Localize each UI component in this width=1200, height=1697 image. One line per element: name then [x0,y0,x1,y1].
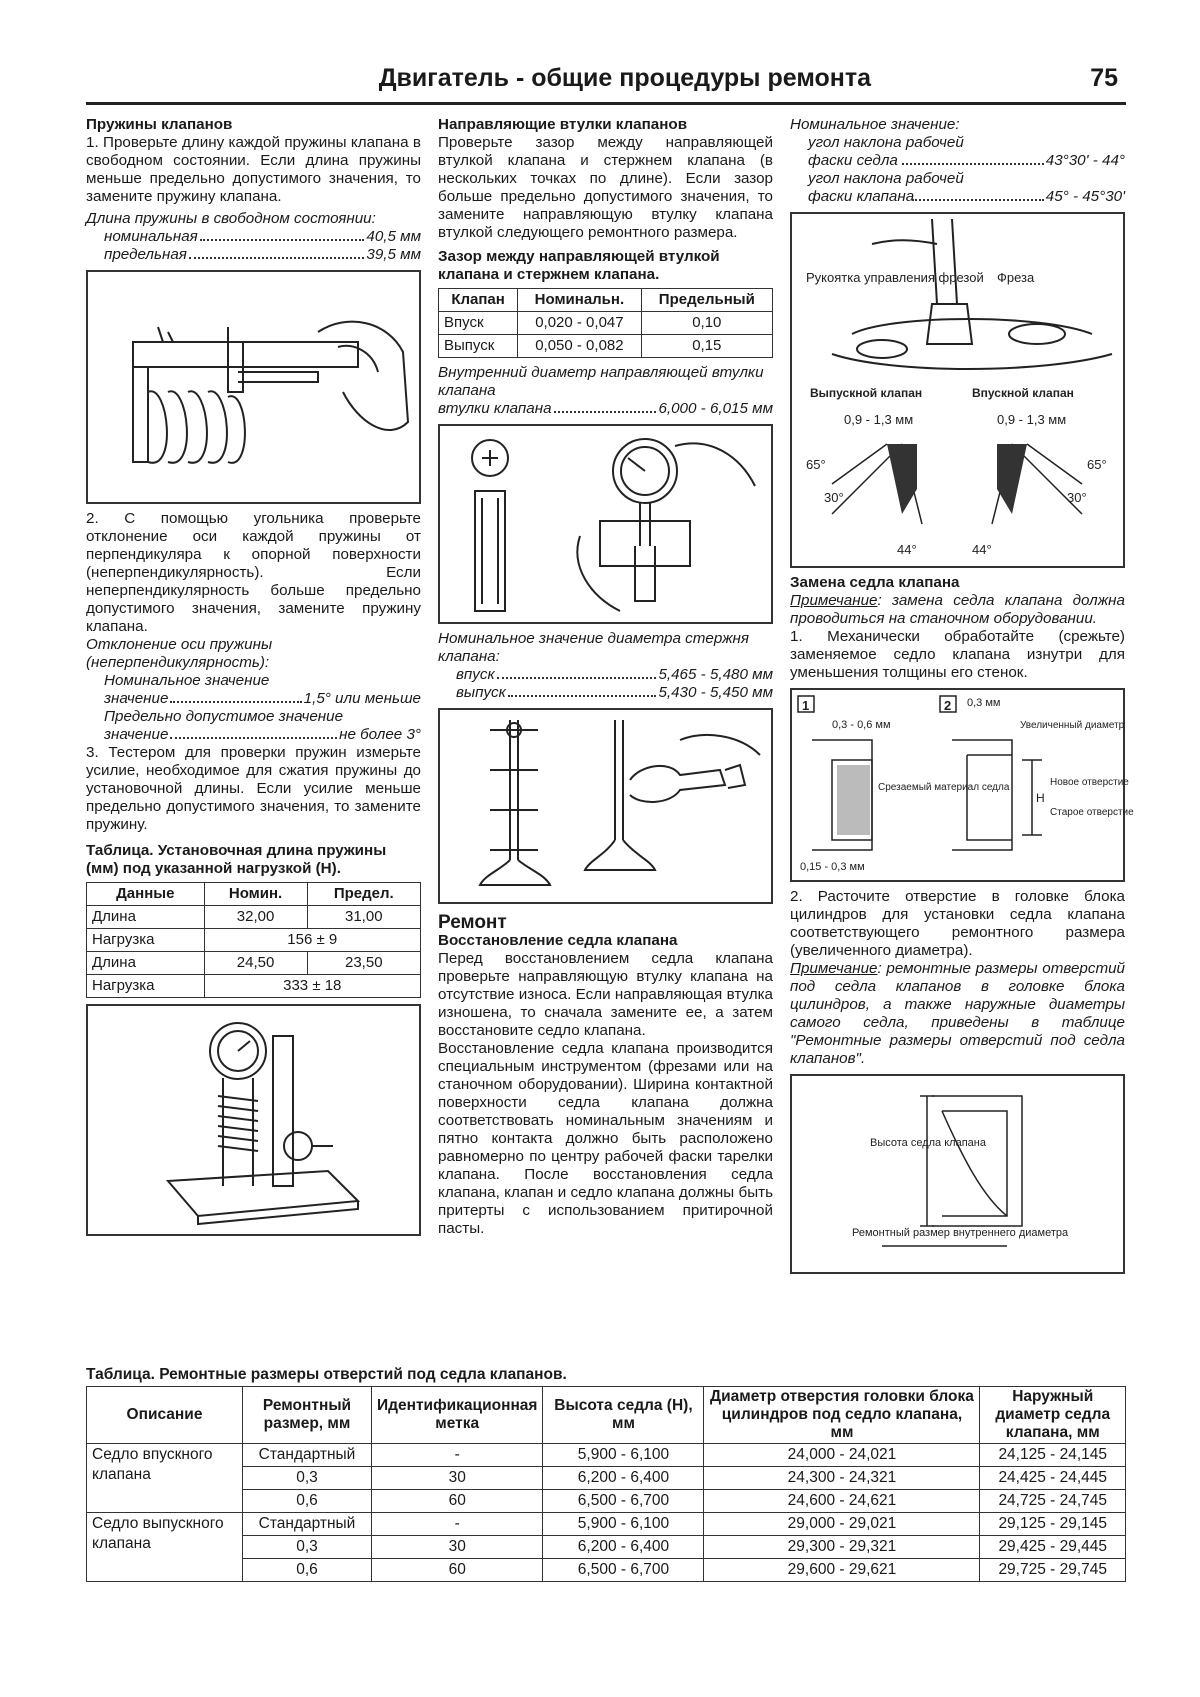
guides-paragraph: Проверьте зазор между направляющей втулкой клапана и стержнем клапана (в нескольких точках по длине). Если зазор больше предельно допустимого значения, то замените направляющую втулку клапана втулкой следующего ремонтного размера. [438,134,773,241]
repair-heading: Ремонт [438,912,507,933]
spring-table [86,882,421,998]
table-row: 0,6 60 6,500 - 6,700 24,600 - 24,621 24,725 - 24,745 [87,1490,1126,1513]
fig2-old-label: Старое отверстие [1050,807,1134,818]
caliper-illustration [88,272,419,498]
spring-table-header: Номин. [204,883,307,906]
fig-angle-30-right: 30° [1067,490,1087,505]
seat-repair-caption: Таблица. Ремонтные размеры отверстий под седла клапанов. [86,1366,567,1383]
fig3-repair-label: Ремонтный размер внутреннего диаметра [852,1227,1069,1239]
angle-nominal-label: Номинальное значение: [790,116,960,133]
spec-stem-exhaust: выпуск 5,430 - 5,450 мм [456,684,773,701]
seat-table-header: Описание [87,1387,243,1444]
fig2-new-label: Новое отверстие [1050,777,1129,788]
seat-cutter-figure [790,212,1125,568]
table-row: Впуск 0,020 - 0,047 0,10 [439,312,773,335]
column-3 [790,116,1134,1280]
spring-table-caption: Таблица. Установочная длина пружины (мм) под указанной нагрузкой (Н). [86,842,387,877]
fig-handle-label: Рукоятка управления фрезой [806,270,984,285]
spec-nominal-deviation: значение 1,5° или меньше [104,690,421,707]
springs-heading: Пружины клапанов [86,116,233,133]
table-row: Седло впускного клапана Стандартный - 5,900 - 6,100 24,000 - 24,021 24,125 - 24,145 [87,1444,1126,1467]
restore-paragraph-2: Восстановление седла клапана производится специальным инструментом (фрезами или на станочном оборудовании). Ширина контактной поверхности седла клапана должна соответствовать номинальным значениям и пятно контакта должно быть расположено равномерно по центру рабочей фаски тарелки клапана. После восстановления седла клапана, клапан и седло клапана должны быть притерты с использованием притирочной пасты. [438,1040,773,1237]
fig-cutter-label: Фреза [997,270,1035,285]
table-row: Длина 24,50 23,50 [87,952,421,975]
replace-heading: Замена седла клапана [790,574,960,591]
nominal-value-label: Номинальное значение [104,672,270,689]
replace-note-2: Примечание: ремонтные размеры отверстий под седла клапанов в головке блока цилиндров, а также наружные диаметры самого седла, приведены в таблице "Ремонтные размеры отверстий под седла клапанов". [790,960,1125,1067]
deviation-label: Отклонение оси пружины (неперпендикулярность): [86,636,273,671]
fig2-number-1: 1 [802,698,810,713]
table-row: Седло выпускного клапана Стандартный - 5,900 - 6,100 29,000 - 29,021 29,125 - 29,145 [87,1513,1126,1536]
seat-table-header: Высота седла (Н), мм [543,1387,704,1444]
table-row: 0,3 30 6,200 - 6,400 24,300 - 24,321 24,425 - 24,445 [87,1467,1126,1490]
seat-angle-label: угол наклона рабочей фаски седла [808,134,964,169]
spec-limit-length: предельная 39,5 мм [104,246,421,263]
repair-size-illustration [792,1076,1123,1268]
clearance-table-header: Номинальн. [518,289,641,312]
column-1 [86,116,421,1242]
springs-paragraph-3: 3. Тестером для проверки пружин измерьте усилие, необходимое для сжатия пружины до установочной длины. Если усилие меньше предельно допустимого значения, то замените пружину. [86,744,421,833]
page-header [86,64,1126,105]
clearance-table-header: Клапан [439,289,518,312]
spec-seat-angle: 43°30' - 44° [790,152,1125,170]
spring-table-header: Предел. [307,883,420,906]
page-title: Двигатель - общие процедуры ремонта [378,64,871,92]
fig2-dim-b: 0,3 мм [967,697,1001,709]
fig2-number-2: 2 [944,698,952,713]
seat-repair-table [86,1386,1126,1582]
spring-tester-figure [86,1004,421,1236]
valve-angle-label: угол наклона рабочей фаски клапана [808,170,964,205]
free-length-label: Длина пружины в свободном состоянии: [86,210,376,227]
restore-paragraph-1: Перед восстановлением седла клапана проверьте направляющую втулку клапана на отсутствие износа. Если направляющая втулка изношена, то сначала замените ее, а затем восстановите седло клапана. [438,950,773,1039]
inner-diameter-label: Внутренний диаметр направляющей втулки клапана [438,364,764,399]
seat-bore-figure [790,688,1134,882]
replace-note: Примечание: замена седла клапана должна проводиться на станочном оборудовании. [790,592,1125,627]
spec-valve-angle: 45° - 45°30' [790,188,1125,206]
fig-width-intake: 0,9 - 1,3 мм [997,412,1067,427]
fig2-dim-a: 0,3 - 0,6 мм [832,719,891,731]
stem-measure-illustration [440,710,771,898]
column-2 [438,116,773,1238]
stem-diameter-label: Номинальное значение диаметра стержня клапана: [438,630,750,665]
seat-table-header: Наружный диаметр седла клапана, мм [980,1387,1126,1444]
replace-paragraph-1: 1. Механически обработайте (срежьте) заменяемое седло клапана изнутри для уменьшения толщины его стенок. [790,628,1125,681]
spring-tester-illustration [88,1006,419,1230]
fig-angle-30-left: 30° [824,490,844,505]
stem-measure-figure [438,708,773,904]
springs-paragraph-2: 2. С помощью угольника проверьте отклонение оси каждой пружины от перпендикуляра к опорной поверхности (неперпендикулярность). Если неперпендикулярность больше предельно допустимого значения, замените пружину клапана. [86,510,421,635]
fig3-height-label: Высота седла клапана [870,1137,986,1149]
guide-measure-illustration [440,426,771,618]
page-number: 75 [1090,64,1118,92]
fig2-h-label: H [1036,791,1045,805]
table-row: Длина 32,00 31,00 [87,906,421,929]
guides-heading: Направляющие втулки клапанов [438,116,688,133]
seat-table-header: Ремонтный размер, мм [243,1387,372,1444]
springs-paragraph-1: 1. Проверьте длину каждой пружины клапана в свободном состоянии. Если длина пружины меньше предельно допустимого значения, то замените пружину клапана. [86,134,421,205]
replace-paragraph-2: 2. Расточите отверстие в головке блока цилиндров для установки седла клапана соответствующего ремонтного размера (увеличенного диаметра). [790,888,1125,959]
table-row: 0,3 30 6,200 - 6,400 29,300 - 29,321 29,425 - 29,445 [87,1536,1126,1559]
table-row: Нагрузка 156 ± 9 [87,929,421,952]
spec-limit-deviation: значение не более 3° [104,726,421,743]
fig-angle-65-left: 65° [806,457,826,472]
fig-width-exhaust: 0,9 - 1,3 мм [844,412,914,427]
seat-bore-illustration [792,690,1134,876]
caliper-figure [86,270,421,504]
fig-intake-label: Впускной клапан [972,386,1074,400]
fig-angle-44-right: 44° [972,542,992,557]
spec-nominal-length: номинальная 40,5 мм [104,228,421,245]
fig-exhaust-label: Выпускной клапан [810,386,923,400]
limit-value-label: Предельно допустимое значение [104,708,344,725]
repair-size-figure [790,1074,1125,1274]
seat-cutter-illustration [792,214,1123,562]
spec-inner-diameter: втулки клапана 6,000 - 6,015 мм [438,400,773,417]
fig2-dim-c: 0,15 - 0,3 мм [800,861,865,873]
clearance-table [438,288,773,358]
clearance-table-caption: Зазор между направляющей втулкой клапана и стержнем клапана. [438,248,720,283]
spring-table-header: Данные [87,883,205,906]
table-row: Выпуск 0,050 - 0,082 0,15 [439,335,773,358]
clearance-table-header: Предельный [641,289,772,312]
spec-stem-intake: впуск 5,465 - 5,480 мм [456,666,773,683]
seat-table-header: Идентификационная метка [372,1387,543,1444]
fig-angle-44-left: 44° [897,542,917,557]
table-row: 0,6 60 6,500 - 6,700 29,600 - 29,621 29,725 - 29,745 [87,1559,1126,1582]
fig2-cut-label: Срезаемый материал седла [878,782,1010,793]
fig2-bigger-label: Увеличенный диаметр [1020,720,1125,731]
fig-angle-65-right: 65° [1087,457,1107,472]
restore-heading: Восстановление седла клапана [438,932,678,949]
seat-repair-section [86,1366,1126,1582]
table-row: Нагрузка 333 ± 18 [87,975,421,998]
guide-measure-figure [438,424,773,624]
seat-table-header: Диаметр отверстия головки блока цилиндров под седло клапана, мм [704,1387,980,1444]
